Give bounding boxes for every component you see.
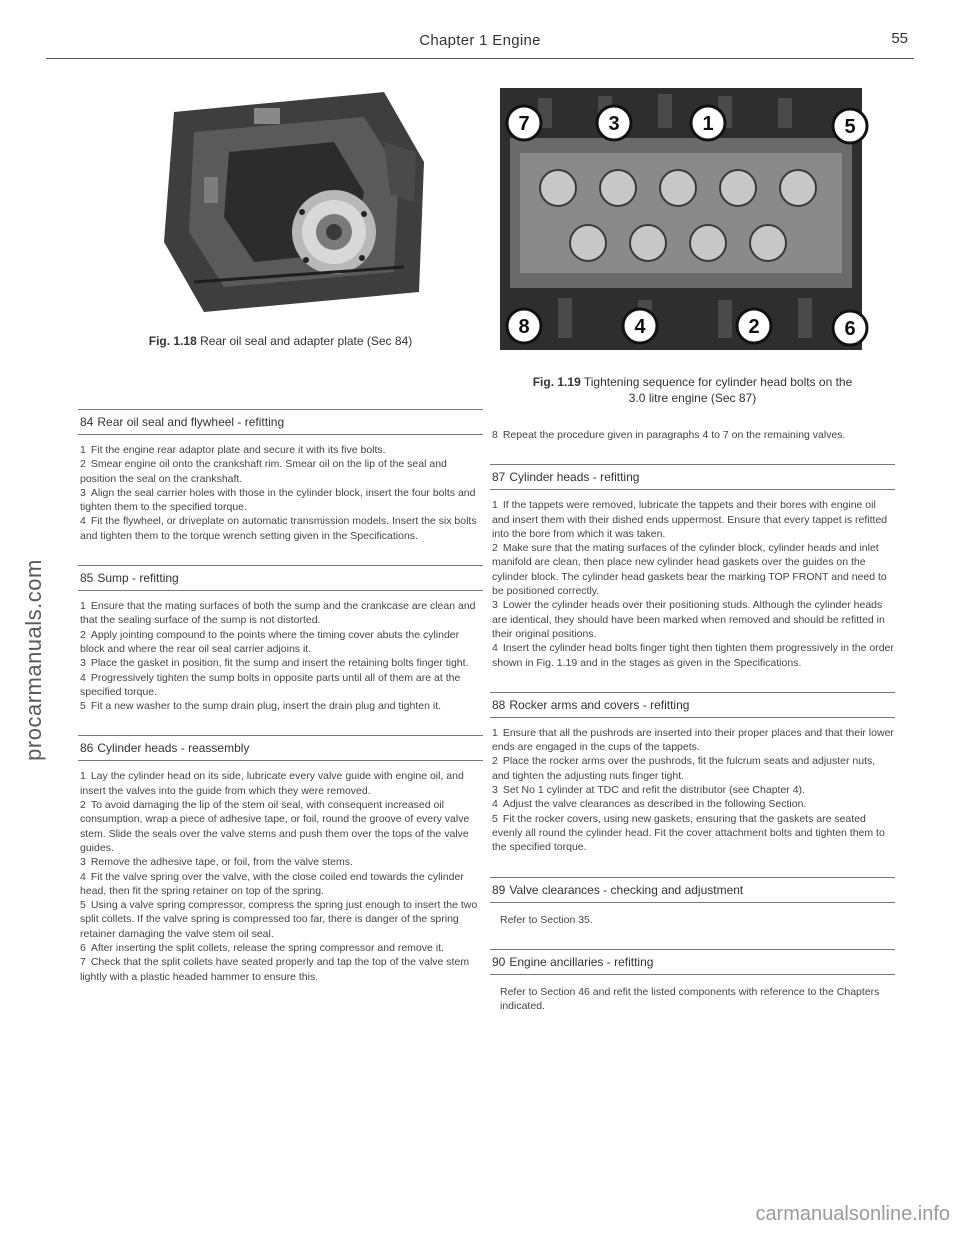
bolt-label-1: 1 <box>702 113 714 135</box>
s88-para: 3 Set No 1 cylinder at TDC and refit the distributor (see Chapter 4). <box>492 784 805 797</box>
s85-para: 1 Ensure that the mating surfaces of both the sump and the crankcase are clean and that the sealing surface of the sump is not distorted. <box>80 600 476 627</box>
section-89 <box>490 877 895 927</box>
section-86-heading: Cylinder heads - reassembly <box>97 741 250 756</box>
header-rule <box>46 58 914 59</box>
section-89-heading: Valve clearances - checking and adjustment <box>509 882 744 897</box>
s86-para: 1 Lay the cylinder head on its side, lubricate every valve guide with engine oil, and insert the valves into the guide from which they were removed. <box>80 770 464 797</box>
section-84 <box>78 409 483 543</box>
bolt-label-4: 4 <box>634 316 646 338</box>
section-84-title <box>78 410 483 434</box>
left-column <box>78 78 483 984</box>
s90-para: Refer to Section 46 and refit the listed components with reference to the Chapters indicated. <box>500 985 880 1013</box>
s84-para: 1 Fit the engine rear adaptor plate and secure it with its five bolts. <box>80 444 386 456</box>
s85-para: 5 Fit a new washer to the sump drain plug, insert the drain plug and tighten it. <box>80 700 442 713</box>
s86-para: 3 Remove the adhesive tape, or foil, from the valve stems. <box>80 856 353 869</box>
bottom-watermark: carmanualsonline.info <box>755 1203 950 1225</box>
section-89-title <box>490 878 895 902</box>
section-90-title <box>490 950 895 974</box>
s88-para: 5 Fit the rocker covers, using new gaskets, ensuring that the gaskets are seated evenly all round the cylinder head. Fit the cover attachment bolts and tighten them to the specified torque. <box>492 812 885 854</box>
engine-block-illustration <box>134 82 434 317</box>
s88-para: 2 Place the rocker arms over the pushrods, fit the fulcrum seats and adjuster nuts, and tighten the adjusting nuts finger tight. <box>492 755 876 782</box>
s87-para: 4 Insert the cylinder head bolts finger tight then tighten them progressively in the order shown in Fig. 1.19 and in the stages as given in the Specifications. <box>492 642 894 669</box>
section-90 <box>490 949 895 1014</box>
section-88-heading: Rocker arms and covers - refitting <box>509 697 690 712</box>
section-85-title <box>78 566 483 590</box>
s87-para: 1 If the tappets were removed, lubricate the tappets and their bores with engine oil and insert them with their dished ends uppermost. Ensure that every tappet is refitted into the bore from which it was taken. <box>492 499 888 540</box>
section-87-number: 87 <box>492 470 506 485</box>
right-column <box>490 78 895 1013</box>
fig-118-caption <box>78 333 483 349</box>
s86-cont-para: 8 Repeat the procedure given in paragraphs 4 to 7 on the remaining valves. <box>492 429 846 441</box>
fig-119-number: Fig. 1.19 <box>532 375 581 389</box>
bolt-label-6: 6 <box>844 318 856 340</box>
section-86-number: 86 <box>80 741 94 756</box>
section-88-number: 88 <box>492 697 506 712</box>
fig-118-number: Fig. 1.18 <box>148 334 197 348</box>
s86-para: 2 To avoid damaging the lip of the stem oil seal, with consequent increased oil consumption, wrap a piece of adhesive tape, or foil, round the groove of every valve stem. Slide the seals over the valve stems and push them over the tops of the valve guides. <box>80 799 470 854</box>
rear-oil-seal-photo <box>134 82 434 317</box>
s88-para: 1 Ensure that all the pushrods are inserted into their proper places and that their lower ends are engaged in the cups of the tappets. <box>492 726 894 754</box>
chapter-title: Chapter 1 Engine <box>419 32 541 49</box>
section-86-title <box>78 736 483 760</box>
s86-para: 4 Fit the valve spring over the valve, with the close coiled end towards the cylinder head, then fit the spring retainer on top of the spring. <box>80 870 464 897</box>
s85-para: 4 Progressively tighten the sump bolts in opposite parts until all of them are at the specified torque. <box>80 671 461 698</box>
s87-para: 2 Make sure that the mating surfaces of the cylinder block, cylinder heads and inlet manifold are clean, then place new cylinder head gaskets over the guides on the cylinder block. The cylinder head gaskets bear the marking TOP FRONT and need to be positioned correctly. <box>492 542 887 598</box>
section-84-heading: Rear oil seal and flywheel - refitting <box>97 415 285 429</box>
bolt-label-3: 3 <box>608 113 620 135</box>
fig-119-text-line2: 3.0 litre engine (Sec 87) <box>628 391 757 405</box>
section-87 <box>490 464 895 670</box>
bolt-label-2: 2 <box>748 316 760 338</box>
s89-para: Refer to Section 35. <box>500 913 593 926</box>
s84-para: 4 Fit the flywheel, or driveplate on automatic transmission models. Insert the six bolts and tighten them to the torque wrench setting given in the Specifications. <box>80 515 477 542</box>
s85-para: 3 Place the gasket in position, fit the sump and insert the retaining bolts finger tight. <box>80 657 469 670</box>
section-87-heading: Cylinder heads - refitting <box>509 470 640 485</box>
fig-119-caption <box>490 374 895 406</box>
section-90-heading: Engine ancillaries - refitting <box>509 954 654 969</box>
section-87-title <box>490 465 895 489</box>
section-88 <box>490 692 895 855</box>
page-number: 55 <box>891 30 908 47</box>
section-85-heading: Sump - refitting <box>97 571 179 586</box>
fig-119-text-line1: Tightening sequence for cylinder head bolts on the <box>583 375 853 389</box>
s85-para: 2 Apply jointing compound to the points where the timing cover abuts the cylinder block and where the rear oil seal carrier adjoins it. <box>80 628 460 655</box>
cylinder-head-illustration <box>498 78 872 360</box>
s86-para: 6 After inserting the split collets, release the spring compressor and remove it. <box>80 942 444 955</box>
fig-118-text: Rear oil seal and adapter plate (Sec 84) <box>200 334 413 348</box>
bolt-label-5: 5 <box>844 116 856 138</box>
section-89-number: 89 <box>492 882 506 897</box>
s86-para: 5 Using a valve spring compressor, compress the spring just enough to insert the two split collets. If the valve spring is compressed too far, there is danger of the spring retainer damaging the valve stem oil seal. <box>80 899 478 940</box>
section-85 <box>78 565 483 713</box>
section-84-number: 84 <box>80 415 94 429</box>
section-86 <box>78 735 483 983</box>
section-90-number: 90 <box>492 954 506 969</box>
cylinder-head-photo <box>498 78 872 360</box>
bolt-label-8: 8 <box>518 316 530 338</box>
s84-para: 2 Smear engine oil onto the crankshaft rim. Smear oil on the lip of the seal and position the seal on the crankshaft. <box>80 458 447 485</box>
side-watermark: procarmanuals.com <box>21 559 46 761</box>
s86-para: 7 Check that the split collets have seated properly and tap the top of the valve stem lightly with a plastic headed hammer to ensure this. <box>80 956 470 983</box>
s87-para: 3 Lower the cylinder heads over their positioning studs. Although the cylinder heads are identical, they should have been marked when removed and should be refitted in their original positions. <box>492 599 885 640</box>
bolt-label-7: 7 <box>518 113 530 135</box>
s88-para: 4 Adjust the valve clearances as described in the following Section. <box>492 798 807 811</box>
section-85-number: 85 <box>80 571 94 586</box>
section-88-title <box>490 693 895 717</box>
s84-para: 3 Align the seal carrier holes with those in the cylinder block, insert the four bolts and tighten them to the specified torque. <box>80 486 476 514</box>
